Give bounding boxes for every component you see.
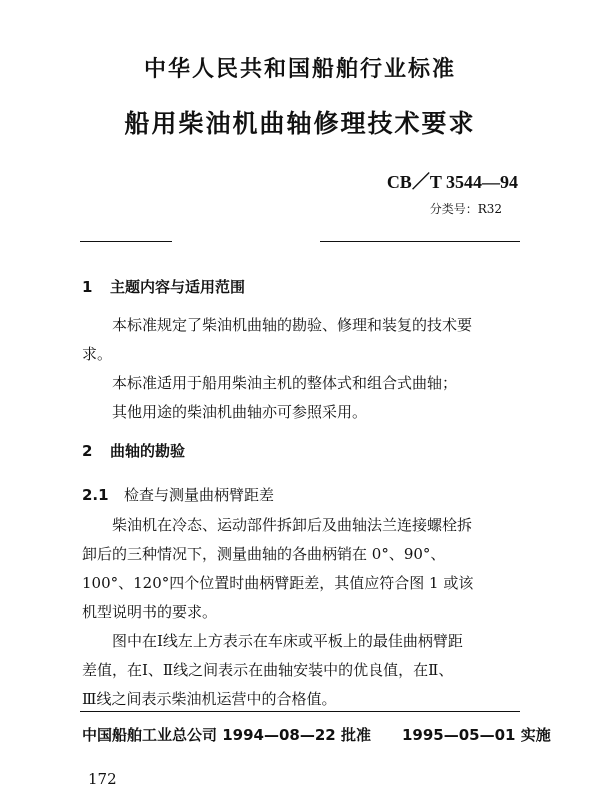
effective-date: 1995—05—01 实施 (402, 726, 551, 744)
footer-rule (80, 711, 520, 712)
paragraph-line: 100°、120°四个位置时曲柄臂距差，其值应符合图 1 或该 (82, 574, 474, 592)
section-number: 2.1 (82, 486, 109, 504)
paragraph-line: Ⅲ线之间表示柴油机运营中的合格值。 (82, 690, 337, 708)
paragraph-line: 其他用途的柴油机曲轴亦可参照采用。 (112, 403, 368, 421)
paragraph-line: 本标准规定了柴油机曲轴的勘验、修理和装复的技术要 (112, 316, 473, 334)
paragraph-line: 机型说明书的要求。 (82, 603, 218, 621)
section-title: 检查与测量曲柄臂距差 (124, 486, 275, 504)
issuing-body-title: 中华人民共和国船舶行业标准 (143, 57, 456, 82)
paragraph-line: 求。 (82, 345, 113, 363)
section-title: 主题内容与适用范围 (110, 278, 246, 296)
paragraph-line: 图中在Ⅰ线左上方表示在车床或平板上的最佳曲柄臂距 (112, 632, 463, 650)
section-number: 1 (82, 278, 93, 296)
section-2-1-heading (82, 484, 274, 505)
page-number: 172 (88, 770, 117, 788)
section-1-heading (82, 276, 245, 297)
header-rule-left (80, 241, 172, 242)
classification-number: 分类号：R32 (429, 202, 502, 216)
paragraph-line: 差值，在Ⅰ、Ⅱ线之间表示在曲轴安装中的优良值，在Ⅱ、 (82, 661, 454, 679)
header-rule-right (320, 241, 520, 242)
section-title: 曲轴的勘验 (110, 442, 186, 460)
document-title: 船用柴油机曲轴修理技术要求 (124, 109, 476, 138)
section-number: 2 (82, 442, 93, 460)
paragraph-line: 卸后的三种情况下，测量曲轴的各曲柄销在 0°、90°、 (82, 545, 446, 563)
paragraph-line: 柴油机在冷态、运动部件拆卸后及曲轴法兰连接螺栓拆 (112, 516, 473, 534)
paragraph-line: 本标准适用于船用柴油主机的整体式和组合式曲轴； (112, 374, 458, 392)
section-2-heading (82, 440, 185, 461)
approval-line: 中国船舶工业总公司 1994—08—22 批准 (82, 726, 371, 744)
standard-code: CB／T 3544—94 (386, 172, 518, 192)
